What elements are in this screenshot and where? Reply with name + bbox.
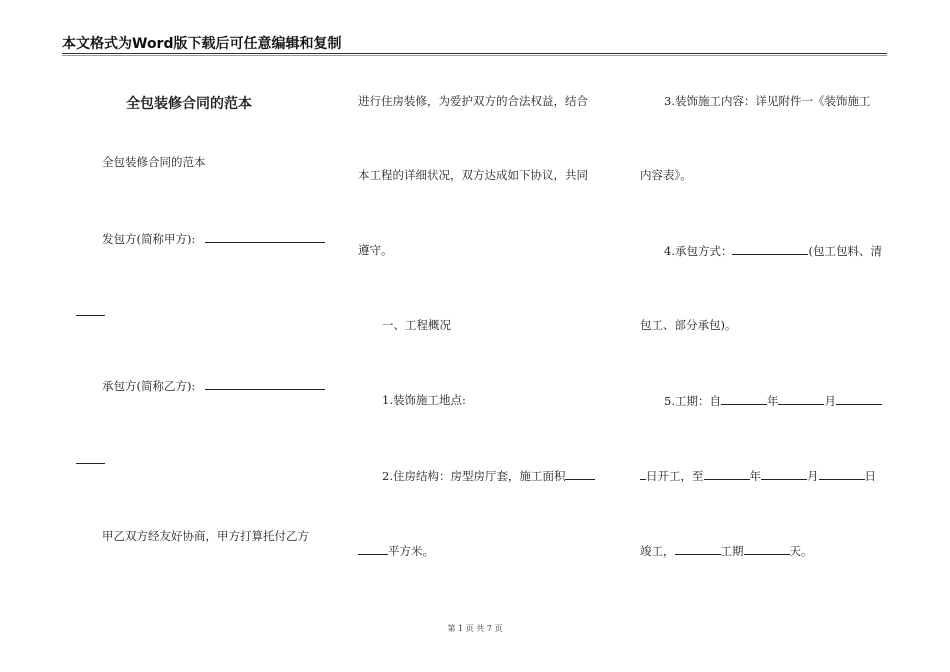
item-5-line3 xyxy=(640,543,813,558)
completion-label: 竣工， xyxy=(640,544,675,558)
item-3-line2: 内容表》。 xyxy=(640,168,692,182)
end-day-blank xyxy=(819,468,865,480)
item-1-location: 1.装饰施工地点: xyxy=(382,393,466,407)
col2-line3: 遵守。 xyxy=(358,243,393,257)
item-3-line1: 3.装饰施工内容：详见附件一《装饰施工 xyxy=(664,94,871,108)
col2-line1: 进行住房装修，为爱护双方的合法权益，结合 xyxy=(358,94,588,108)
document-header: 本文格式为Word版下载后可任意编辑和复制 xyxy=(62,36,342,52)
item-5-line2 xyxy=(640,468,876,483)
item-4-line2: 包工、部分承包)。 xyxy=(640,318,737,332)
item-5-label: 5.工期：自 xyxy=(664,394,721,408)
party-b-continuation xyxy=(76,452,105,467)
start-day-label: 日开工，至 xyxy=(646,469,704,483)
party-a-line xyxy=(102,231,325,246)
section-1-heading: 一、工程概况 xyxy=(382,318,451,332)
party-b-blank xyxy=(205,378,325,390)
item-4-rest: (包工包料、清 xyxy=(808,244,882,258)
end-year-blank xyxy=(704,468,750,480)
area-unit: 平方米。 xyxy=(388,544,434,558)
start-day-blank xyxy=(836,393,882,405)
body-start-text: 甲乙双方经友好协商，甲方打算托付乙方 xyxy=(102,529,309,543)
party-b-line xyxy=(102,378,325,393)
days-label: 天。 xyxy=(789,544,813,558)
col2-line2: 本工程的详细状况，双方达成如下协议，共同 xyxy=(358,168,588,182)
end-year-label: 年 xyxy=(749,469,761,483)
item-2-text: 2.住房结构：房型房厅套，施工面积 xyxy=(382,469,566,483)
start-month-blank xyxy=(778,393,824,405)
party-a-blank xyxy=(205,231,325,243)
area-blank-2 xyxy=(358,543,388,555)
area-blank xyxy=(565,468,595,480)
end-month-label: 月 xyxy=(807,469,819,483)
end-month-blank xyxy=(761,468,807,480)
start-year-label: 年 xyxy=(766,394,779,408)
party-b-blank-2 xyxy=(76,452,105,464)
party-b-label: 承包方(简称乙方): xyxy=(102,379,196,393)
item-4-line1 xyxy=(664,243,882,258)
subtitle-text: 全包装修合同的范本 xyxy=(102,155,206,169)
party-a-label: 发包方(简称甲方): xyxy=(102,232,196,246)
item-2-structure xyxy=(382,468,595,483)
document-title: 全包装修合同的范本 xyxy=(126,96,252,112)
header-rule xyxy=(62,53,887,56)
start-year-blank xyxy=(721,393,767,405)
end-day-label: 日 xyxy=(864,469,876,483)
start-month-label: 月 xyxy=(824,394,836,408)
page-footer: 第 1 页 共 7 页 xyxy=(447,624,503,633)
item-2-continuation xyxy=(358,543,434,558)
item-4-label: 4.承包方式： xyxy=(664,244,733,258)
contract-method-blank xyxy=(732,243,808,255)
party-a-continuation xyxy=(76,304,105,319)
duration-label: 工期 xyxy=(720,544,744,558)
completion-blank xyxy=(675,543,721,555)
duration-blank xyxy=(744,543,790,555)
party-a-blank-2 xyxy=(76,304,105,316)
item-5-line1 xyxy=(664,393,882,408)
